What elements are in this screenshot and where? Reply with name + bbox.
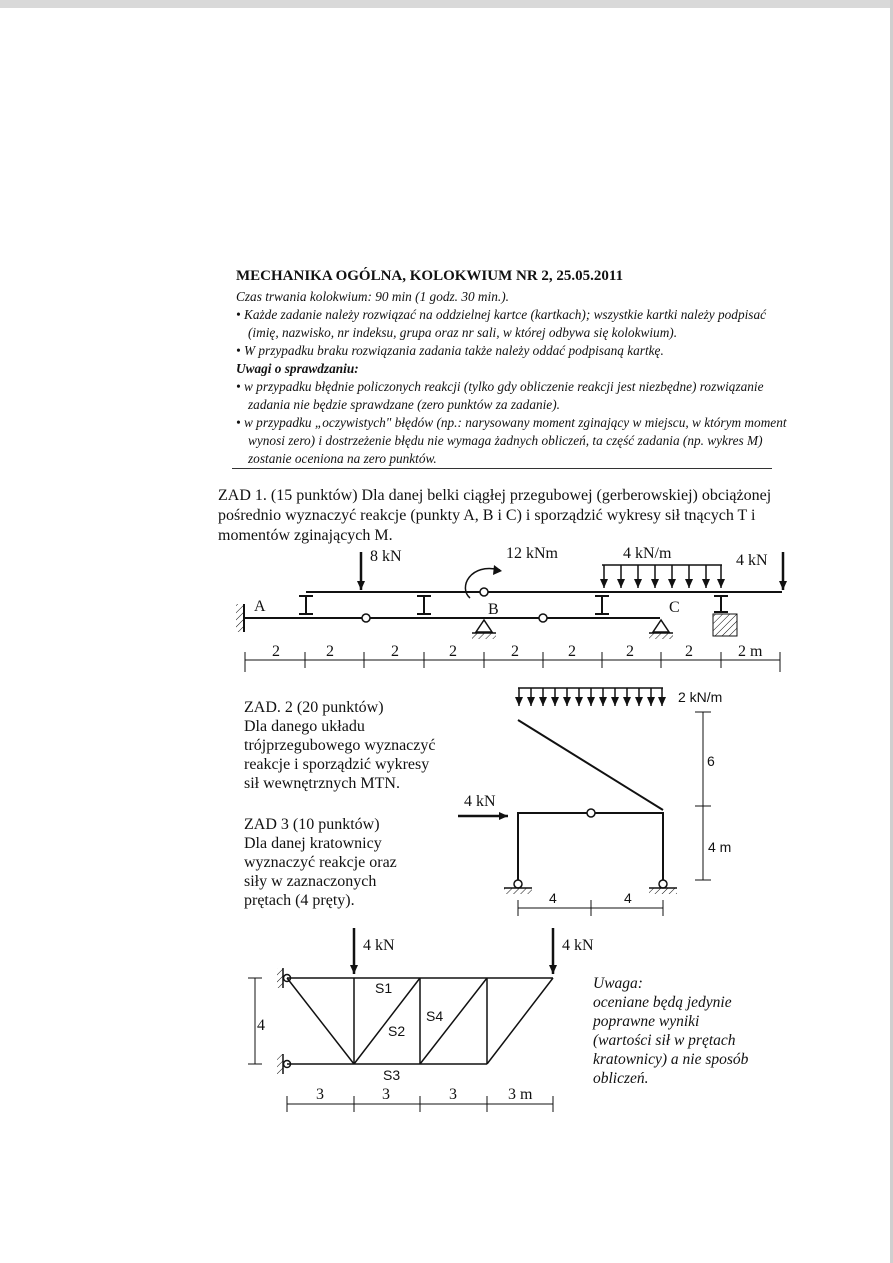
force-label-8kn: 8 kN xyxy=(370,548,402,565)
rule-item: • Każde zadanie należy rozwiązać na oddzielnej kartce (kartkach); wszystkie kartki należy podpisać (imię, nazwisko, nr indeksu, grupa oraz nr sali, w której odbywa się kolokwium). xyxy=(236,307,767,340)
hinge xyxy=(659,880,667,888)
span-label: 2 xyxy=(685,643,693,660)
zad2-heading: ZAD. 2 (20 punktów) xyxy=(244,699,384,716)
dimension-label: 4 xyxy=(257,1017,265,1034)
zad1-diagram xyxy=(236,545,783,672)
uwaga-title: Uwaga: xyxy=(593,975,643,992)
span-label: 2 xyxy=(272,643,280,660)
bar-label-s3: S3 xyxy=(383,1067,401,1083)
zad3-line: prętach (4 pręty). xyxy=(244,892,355,909)
force-label: 4 kN xyxy=(562,937,594,954)
checking-title: Uwagi o sprawdzaniu: xyxy=(236,361,359,376)
zad2-line: Dla danego układu xyxy=(244,718,365,735)
uwaga-line: kratownicy) a nie sposób xyxy=(593,1051,749,1068)
frame xyxy=(518,813,663,884)
support-block xyxy=(713,614,737,636)
uwaga-line: oceniane będą jedynie xyxy=(593,994,732,1011)
dimension-label: 4 m xyxy=(708,839,732,855)
hinge xyxy=(514,880,522,888)
span-label: 2 xyxy=(511,643,519,660)
zad2-horizontal-dimension xyxy=(518,900,663,916)
zad2-line: trójprzegubowego wyznaczyć xyxy=(244,737,436,754)
point-label-b: B xyxy=(488,601,499,618)
span-label: 3 xyxy=(316,1086,324,1103)
inclined-bar xyxy=(518,720,663,810)
force-label-2: 4 kN xyxy=(464,793,496,810)
uwaga-line: poprawne wyniki xyxy=(593,1013,700,1030)
truss-members xyxy=(287,978,553,1064)
distributed-load-2 xyxy=(518,688,663,706)
bar-label-s1: S1 xyxy=(375,980,393,996)
rule-item: • W przypadku braku rozwiązania zadania także należy oddać podpisaną kartkę. xyxy=(236,343,664,358)
uwaga-line: (wartości sił w prętach xyxy=(593,1032,736,1049)
bar-label-s4: S4 xyxy=(426,1008,444,1024)
pinned-support-c xyxy=(653,620,669,632)
zad2-line: sił wewnętrznych MTN. xyxy=(244,775,400,792)
connectors xyxy=(299,596,728,614)
hinge xyxy=(362,614,370,622)
zad3-line: siły w zaznaczonych xyxy=(244,873,377,890)
dimension-label: 4 xyxy=(549,890,557,906)
hinge xyxy=(480,588,488,596)
span-label: 2 m xyxy=(738,643,763,660)
wall-support xyxy=(277,1054,283,1074)
dimension-label: 6 xyxy=(707,753,715,769)
hinge xyxy=(539,614,547,622)
exam-title: MECHANIKA OGÓLNA, KOLOKWIUM NR 2, 25.05.2011 xyxy=(236,268,624,284)
fixed-support-a xyxy=(236,604,244,632)
point-label-c: C xyxy=(669,599,680,616)
bar-label-s2: S2 xyxy=(388,1023,406,1039)
support xyxy=(504,888,532,894)
checking-rule: • w przypadku błędnie policzonych reakcji (tylko gdy obliczenie reakcji jest niezbędne) rozwiązanie zadania nie będzie sprawdzane (zero punktów za zadanie). xyxy=(236,379,764,412)
span-label: 2 xyxy=(449,643,457,660)
force-label: 4 kN xyxy=(363,937,395,954)
zad3-line: wyznaczyć reakcje oraz xyxy=(244,854,397,871)
span-label: 3 m xyxy=(508,1086,533,1103)
span-label: 2 xyxy=(626,643,634,660)
span-label: 3 xyxy=(449,1086,457,1103)
dimension-label: 4 xyxy=(624,890,632,906)
uwaga-line: obliczeń. xyxy=(593,1070,649,1087)
wall-support xyxy=(277,968,283,988)
checking-rule: • w przypadku „oczywistych" błędów (np.: narysowany moment zginający w miejscu, w którym moment wynosi zero) i dostrzeżenie błędu nie wymaga żadnych obliczeń, ta część zadania (np. wykres M) zostanie oceniona na zero punktów. xyxy=(236,415,787,466)
distributed-load xyxy=(602,565,722,588)
distributed-label: 4 kN/m xyxy=(623,545,672,562)
distributed-label-2: 2 kN/m xyxy=(678,689,723,705)
support xyxy=(649,888,677,894)
span-label: 2 xyxy=(326,643,334,660)
span-label: 3 xyxy=(382,1086,390,1103)
zad3-line: Dla danej kratownicy xyxy=(244,835,382,852)
hinge xyxy=(587,809,595,817)
exam-duration: Czas trwania kolokwium: 90 min (1 godz. 30 min.). xyxy=(236,289,509,304)
zad2-line: reakcje i sporządzić wykresy xyxy=(244,756,430,773)
force-label-4kn: 4 kN xyxy=(736,552,768,569)
moment-label: 12 kNm xyxy=(506,545,558,562)
zad1-description: ZAD 1. (15 punktów) Dla danej belki ciągłej przegubowej (gerberowskiej) obciążonej pośrednio wyznaczyć reakcje (punkty A, B i C) i sporządzić wykresy sił tnących T i momentów zginających M. xyxy=(218,487,772,544)
zad3-heading: ZAD 3 (10 punktów) xyxy=(244,816,380,833)
span-label: 2 xyxy=(391,643,399,660)
span-label: 2 xyxy=(568,643,576,660)
zad2-diagram xyxy=(458,688,731,916)
pinned-support-b xyxy=(476,620,492,632)
point-label-a: A xyxy=(254,598,266,615)
zad3-diagram xyxy=(248,928,594,1112)
